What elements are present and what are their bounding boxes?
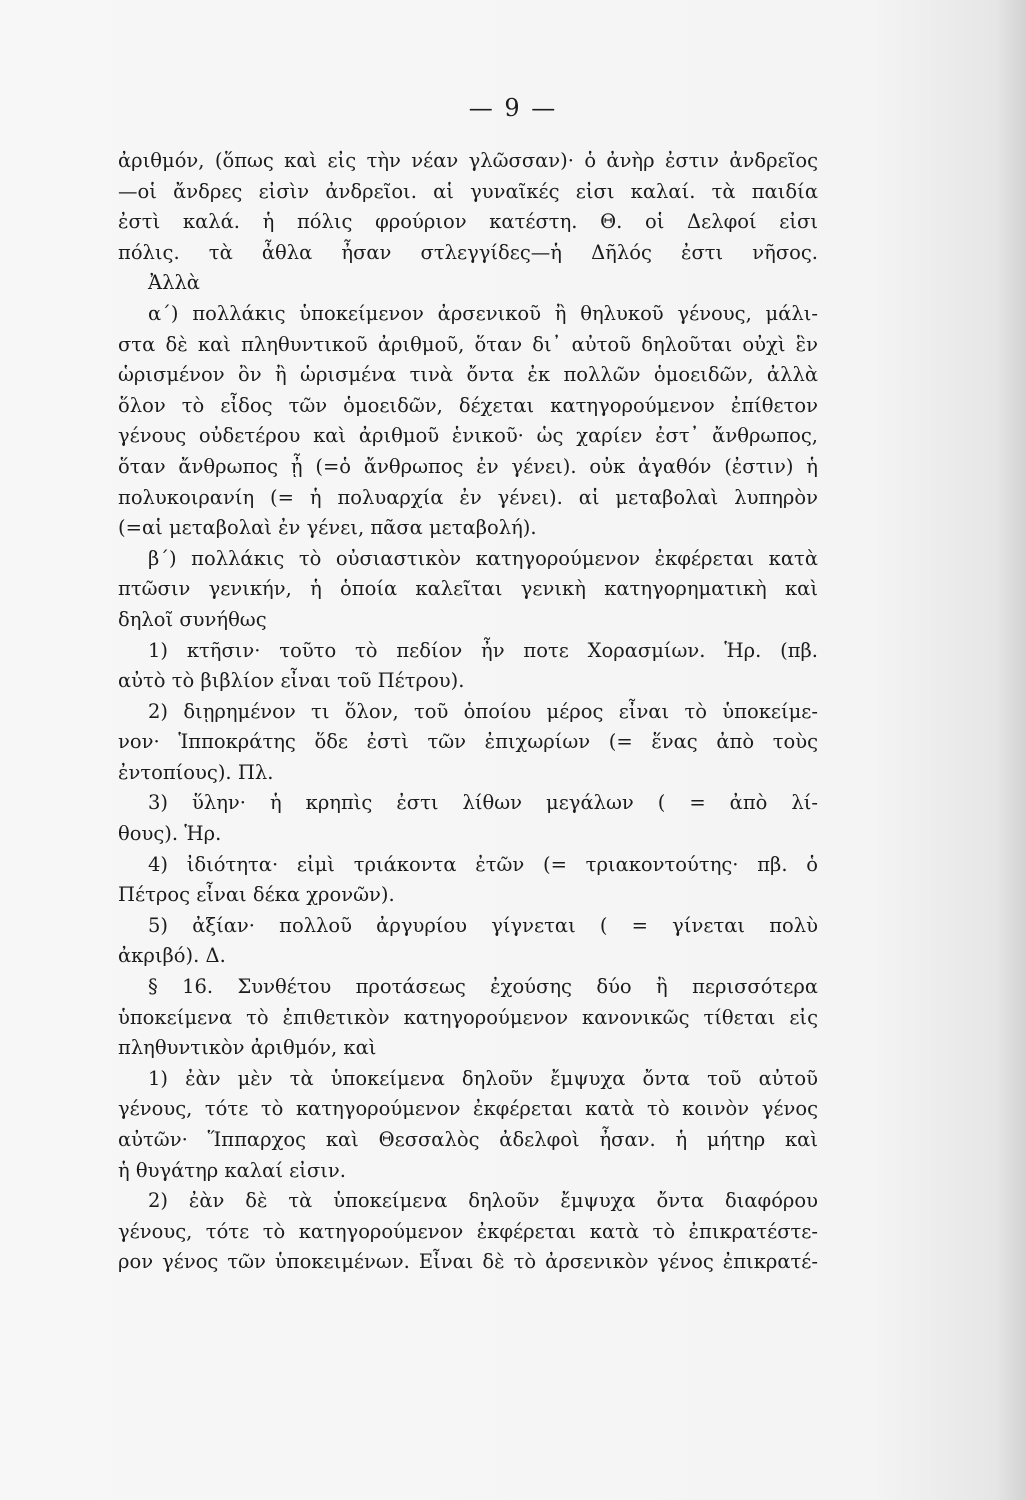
text-line: § 16. Συνθέτου προτάσεως ἐχούσης δύο ἢ περισσότερα: [148, 975, 818, 999]
page-number: — 9 —: [468, 94, 558, 122]
text-line: ὡρισμένον ὂν ἢ ὡρισμένα τινὰ ὄντα ἐκ πολλῶν ὁμοειδῶν, ἀλλὰ: [118, 363, 818, 387]
text-line: ἀριθμόν, (ὅπως καὶ εἰς τὴν νέαν γλῶσσαν)· ὁ ἀνὴρ ἐστιν ἀνδρεῖος: [118, 149, 818, 172]
text-line: ἀκριβό). Δ.: [118, 944, 226, 968]
text-line: 5) ἀξίαν· πολλοῦ ἀργυρίου γίγνεται ( = γίνεται πολὺ: [148, 913, 818, 937]
text-line: ἡ θυγάτηρ καλαί εἰσιν.: [118, 1158, 346, 1182]
text-line: ὅλον τὸ εἶδος τῶν ὁμοειδῶν, δέχεται κατηγορούμενον ἐπίθετον: [118, 393, 818, 417]
text-line: αὐτὸ τὸ βιβλίον εἶναι τοῦ Πέτρου).: [118, 669, 465, 693]
text-line: 2) ἐὰν δὲ τὰ ὑποκείμενα δηλοῦν ἔμψυχα ὄντα διαφόρου: [148, 1189, 818, 1213]
text-line: δηλοῖ συνήθως: [118, 607, 267, 631]
text-line: 1) ἐὰν μὲν τὰ ὑποκείμενα δηλοῦν ἔμψυχα ὄντα τοῦ αὐτοῦ: [148, 1066, 818, 1090]
text-line: γένους, τότε τὸ κατηγορούμενον ἐκφέρεται κατὰ τὸ ἐπικρατέστε-: [118, 1219, 818, 1243]
text-line: 1) κτῆσιν· τοῦτο τὸ πεδίον ἦν ποτε Χορασμίων. Ἡρ. (πβ.: [148, 638, 818, 662]
text-line: Πέτρος εἶναι δέκα χρονῶν).: [118, 883, 395, 907]
text-line: θους). Ἡρ.: [118, 822, 222, 846]
text-line: Ἀλλὰ: [148, 271, 200, 295]
text-line: (=αἱ μεταβολαὶ ἐν γένει, πᾶσα μεταβολή).: [118, 516, 537, 540]
text-line: στα δὲ καὶ πληθυντικοῦ ἀριθμοῦ, ὅταν δι᾽ αὐτοῦ δηλοῦται οὐχὶ ἓν: [118, 332, 818, 356]
text-line: ὑποκείμενα τὸ ἐπιθετικὸν κατηγορούμενον κανονικῶς τίθεται εἰς: [118, 1005, 818, 1029]
text-line: ὅταν ἄνθρωπος ᾖ (=ὁ ἄνθρωπος ἐν γένει). οὐκ ἀγαθόν (ἐστιν) ἡ: [118, 454, 818, 478]
text-line: ἐστὶ καλά. ἡ πόλις φρούριον κατέστη. Θ. οἱ Δελφοί εἰσι: [118, 210, 818, 234]
text-line: ἐντοπίους). Πλ.: [118, 760, 274, 784]
text-line: 2) διῃρημένον τι ὅλον, τοῦ ὁποίου μέρος εἶναι τὸ ὑποκείμε-: [148, 699, 818, 723]
text-line: γένους, τότε τὸ κατηγορούμενον ἐκφέρεται κατὰ τὸ κοινὸν γένος: [118, 1097, 818, 1121]
text-line: πληθυντικὸν ἀριθμόν, καὶ: [118, 1036, 377, 1060]
text-line: 4) ἰδιότητα· εἰμὶ τριάκοντα ἐτῶν (= τριακοντούτης· πβ. ὁ: [148, 852, 818, 876]
text-line: β΄) πολλάκις τὸ οὐσιαστικὸν κατηγορούμενον ἐκφέρεται κατὰ: [148, 546, 818, 570]
text-line: αὐτῶν· Ἵππαρχος καὶ Θεσσαλὸς ἀδελφοὶ ἦσαν. ἡ μήτηρ καὶ: [118, 1128, 818, 1151]
text-line: ρον γένος τῶν ὑποκειμένων. Εἶναι δὲ τὸ ἀρσενικὸν γένος ἐπικρατέ-: [118, 1250, 818, 1274]
body-text: [118, 146, 818, 1278]
text-line: πτῶσιν γενικήν, ἡ ὁποία καλεῖται γενικὴ κατηγορηματικὴ καὶ: [118, 577, 818, 601]
text-line: πολυκοιρανίη (= ἡ πολυαρχία ἐν γένει). αἱ μεταβολαὶ λυπηρὸν: [118, 485, 818, 509]
text-line: α΄) πολλάκις ὑποκείμενον ἀρσενικοῦ ἢ θηλυκοῦ γένους, μάλι-: [148, 301, 818, 325]
text-line: νον· Ἱπποκράτης ὅδε ἐστὶ τῶν ἐπιχωρίων (= ἕνας ἀπὸ τοὺς: [118, 730, 818, 754]
text-line: —οἱ ἄνδρες εἰσὶν ἀνδρεῖοι. αἱ γυναῖκές εἰσι καλαί. τὰ παιδία: [118, 179, 818, 203]
text-line: γένους οὐδετέρου καὶ ἀριθμοῦ ἑνικοῦ· ὡς χαρίεν ἐστ᾽ ἄνθρωπος,: [118, 424, 818, 448]
text-line: 3) ὕλην· ἡ κρηπὶς ἐστι λίθων μεγάλων ( = ἀπὸ λί-: [148, 791, 818, 815]
text-line: πόλις. τὰ ἆθλα ἦσαν στλεγγίδες—ἡ Δῆλός ἐστι νῆσος.: [118, 240, 818, 264]
